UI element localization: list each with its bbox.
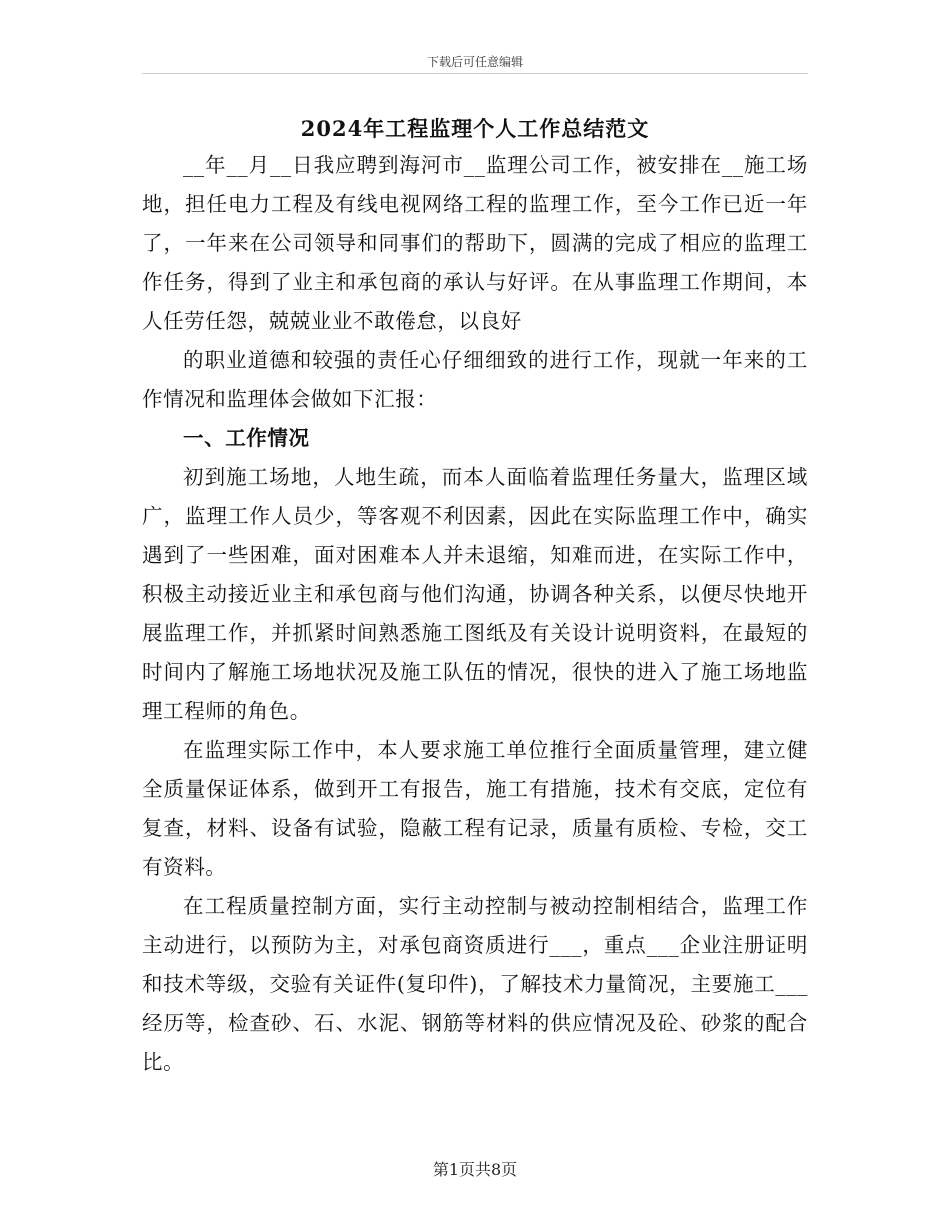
header-divider [142,73,808,74]
paragraph-intro: __年__月__日我应聘到海河市__监理公司工作，被安排在__施工场地，担任电力工程及有线电视网络工程的监理工作，至今工作已近一年了，一年来在公司领导和同事们的帮助下，圆满的完成了相应的监理工作任务，得到了业主和承包商的承认与好评。在从事监理工作期间，本人任劳任怨，兢兢业业不敢倦怠，以良好 [142,153,808,333]
paragraph-quality-management: 在监理实际工作中，本人要求施工单位推行全面质量管理，建立健全质量保证体系，做到开工有报告，施工有措施，技术有交底，定位有复查，材料、设备有试验，隐蔽工程有记录，质量有质检、专检，交工有资料。 [142,738,808,879]
section-heading-work-status: 一、工作情况 [183,426,310,450]
document-body [142,146,808,1082]
paragraph-quality-control: 在工程质量控制方面，实行主动控制与被动控制相结合，监理工作主动进行，以预防为主，对承包商资质进行___，重点___企业注册证明和技术等级，交验有关证件(复印件)，了解技术力量简况，主要施工___经历等，检查砂、石、水泥、钢筋等材料的供应情况及砼、砂浆的配合比。 [142,894,808,1074]
paragraph-intro-continued: 的职业道德和较强的责任心仔细细致的进行工作，现就一年来的工作情况和监理体会做如下汇报： [142,348,808,411]
page-number: 第1页共8页 [432,1160,518,1179]
document-title: 2024年工程监理个人工作总结范文 [300,116,650,141]
paragraph-arrival: 初到施工场地，人地生疏，而本人面临着监理任务量大，监理区域广，监理工作人员少，等客观不利因素，因此在实际监理工作中，确实遇到了一些困难，面对困难本人并未退缩，知难而进，在实际工作中，积极主动接近业主和承包商与他们沟通，协调各种关系，以便尽快地开展监理工作，并抓紧时间熟悉施工图纸及有关设计说明资料，在最短的时间内了解施工场地状况及施工队伍的情况，很快的进入了施工场地监理工程师的角色。 [142,465,808,723]
page-header: 下载后可任意编辑 [426,55,523,69]
